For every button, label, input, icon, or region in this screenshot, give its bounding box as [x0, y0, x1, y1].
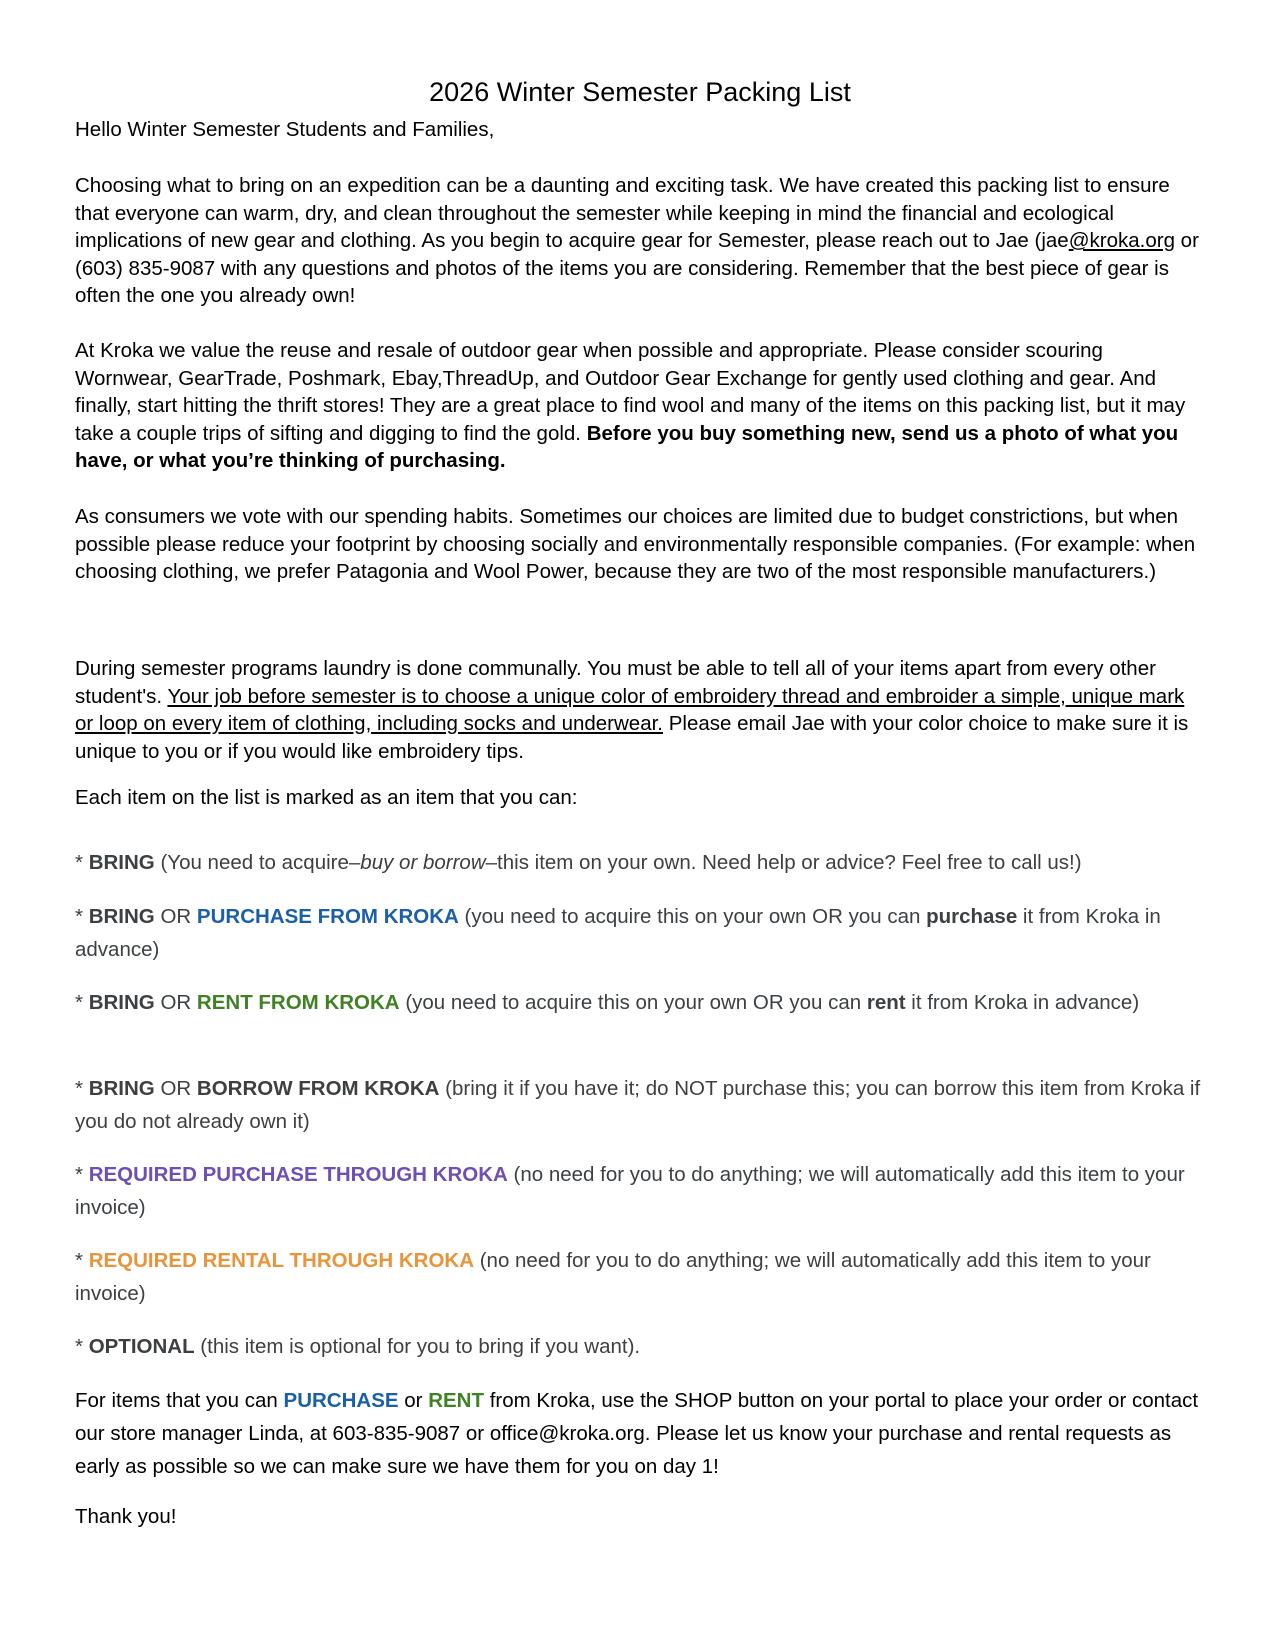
- bullet-star: *: [75, 905, 89, 928]
- bring-label: BRING: [88, 851, 155, 874]
- legend-item-bring: [75, 846, 1205, 879]
- laundry-paragraph: [75, 655, 1205, 765]
- intro-paragraph: [75, 172, 1205, 310]
- or-text: OR: [154, 905, 197, 928]
- legend-desc: (you need to acquire this on your own OR you can: [399, 991, 867, 1014]
- greeting: Hello Winter Semester Students and Families,: [75, 118, 495, 141]
- rent-keyword: RENT: [428, 1389, 484, 1412]
- legend-item-borrow: [75, 1072, 1205, 1138]
- legend-desc: (you need to acquire this on your own OR you can: [458, 905, 927, 928]
- legend-desc-italic: buy or borrow: [360, 851, 486, 874]
- bring-label: BRING: [88, 991, 155, 1014]
- legend-item-rent: [75, 986, 1205, 1019]
- legend-item-purchase: [75, 900, 1205, 966]
- rent-from-kroka-label: RENT FROM KROKA: [196, 991, 400, 1014]
- optional-label: OPTIONAL: [88, 1335, 195, 1358]
- or-text: OR: [154, 991, 197, 1014]
- bullet-star: *: [75, 1335, 89, 1358]
- legend-desc: –this item on your own. Need help or advice? Feel free to call us!): [485, 851, 1082, 874]
- consumer-paragraph: As consumers we vote with our spending habits. Sometimes our choices are limited due to budget constrictions, but when possible please reduce your footprint by choosing socially and environmentally responsible companies. (For example: when choosing clothing, we prefer Patagonia and Wool Power, because they are two of the most responsible manufacturers.): [75, 505, 1196, 583]
- bring-label: BRING: [88, 1077, 155, 1100]
- email-link[interactable]: @kroka.org: [1068, 229, 1175, 252]
- bullet-star: *: [75, 1163, 89, 1186]
- bullet-star: *: [75, 991, 89, 1014]
- required-rental-label: REQUIRED RENTAL THROUGH KROKA: [88, 1249, 475, 1272]
- bullet-star: *: [75, 1077, 89, 1100]
- legend-desc: it from Kroka in advance): [75, 905, 1161, 961]
- intro-text-b: or (603) 835-9087 with any questions and photos of the items you are considering. Remember that the best piece of gear is often the one you already own!: [75, 229, 1199, 307]
- bullet-star: *: [75, 1249, 89, 1272]
- legend-desc: (no need for you to do anything; we will automatically add this item to your invoice): [75, 1249, 1151, 1305]
- bring-label: BRING: [88, 905, 155, 928]
- closing-text-a: For items that you can: [75, 1389, 284, 1412]
- laundry-text-b: Please email Jae with your color choice to make sure it is unique to you or if you would like embroidery tips.: [75, 712, 1189, 763]
- reuse-bold-text: Before you buy something new, send us a photo of what you have, or what you’re thinking of purchasing.: [75, 421, 1179, 472]
- borrow-from-kroka-label: BORROW FROM KROKA: [196, 1077, 440, 1100]
- purchase-keyword: PURCHASE: [283, 1389, 399, 1412]
- closing-text-b: from Kroka, use the SHOP button on your portal to place your order or contact our store manager Linda, at 603-835-9087 or office@kroka.org. Please let us know your purchase and rental requests as early as possible so we can make sure we have them for you on day 1!: [75, 1389, 1199, 1478]
- required-purchase-label: REQUIRED PURCHASE THROUGH KROKA: [88, 1163, 508, 1186]
- laundry-underlined-text: Your job before semester is to choose a unique color of embroidery thread and embroider a simple, unique mark or loop on every item of clothing, including socks and underwear.: [75, 684, 1185, 735]
- or-text: OR: [154, 1077, 197, 1100]
- legend-desc-bold: purchase: [926, 905, 1018, 928]
- reuse-text: At Kroka we value the reuse and resale of outdoor gear when possible and appropriate. Please consider scouring Wornwear, GearTrade, Poshmark, Ebay,ThreadUp, and Outdoor Gear Exchange for gently used clothing and gear. And finally, start hitting the thrift stores! They are a great place to find wool and many of the items on this packing list, but it may take a couple trips of sifting and digging to find the gold.: [75, 339, 1186, 445]
- legend-desc-bold: rent: [866, 991, 906, 1014]
- closing-paragraph: [75, 1384, 1205, 1483]
- purchase-from-kroka-label: PURCHASE FROM KROKA: [196, 905, 459, 928]
- legend-item-optional: [75, 1330, 1205, 1363]
- legend-desc: (bring it if you have it; do NOT purchase this; you can borrow this item from Kroka if you do not already own it): [75, 1077, 1201, 1133]
- closing-or: or: [398, 1389, 429, 1412]
- legend-desc: (no need for you to do anything; we will automatically add this item to your invoice): [75, 1163, 1185, 1219]
- legend-desc: it from Kroka in advance): [905, 991, 1140, 1014]
- reuse-paragraph: [75, 337, 1205, 475]
- page-title: 2026 Winter Semester Packing List: [429, 77, 851, 107]
- legend-item-required-rental: [75, 1244, 1205, 1310]
- legend-intro: Each item on the list is marked as an item that you can:: [75, 786, 578, 809]
- thank-you: Thank you!: [75, 1505, 177, 1528]
- bullet-star: *: [75, 851, 89, 874]
- legend-desc: (You need to acquire–: [154, 851, 361, 874]
- legend-item-required-purchase: [75, 1158, 1205, 1224]
- legend-desc: (this item is optional for you to bring if you want).: [194, 1335, 641, 1358]
- document-page: [75, 0, 1205, 1650]
- intro-text-a: Choosing what to bring on an expedition can be a daunting and exciting task. We have created this packing list to ensure that everyone can warm, dry, and clean throughout the semester while keeping in mind the financial and ecological implications of new gear and clothing. As you begin to acquire gear for Semester, please reach out to Jae (jae: [75, 174, 1170, 252]
- laundry-text-a: During semester programs laundry is done communally. You must be able to tell all of your items apart from every other student's.: [75, 657, 1156, 708]
